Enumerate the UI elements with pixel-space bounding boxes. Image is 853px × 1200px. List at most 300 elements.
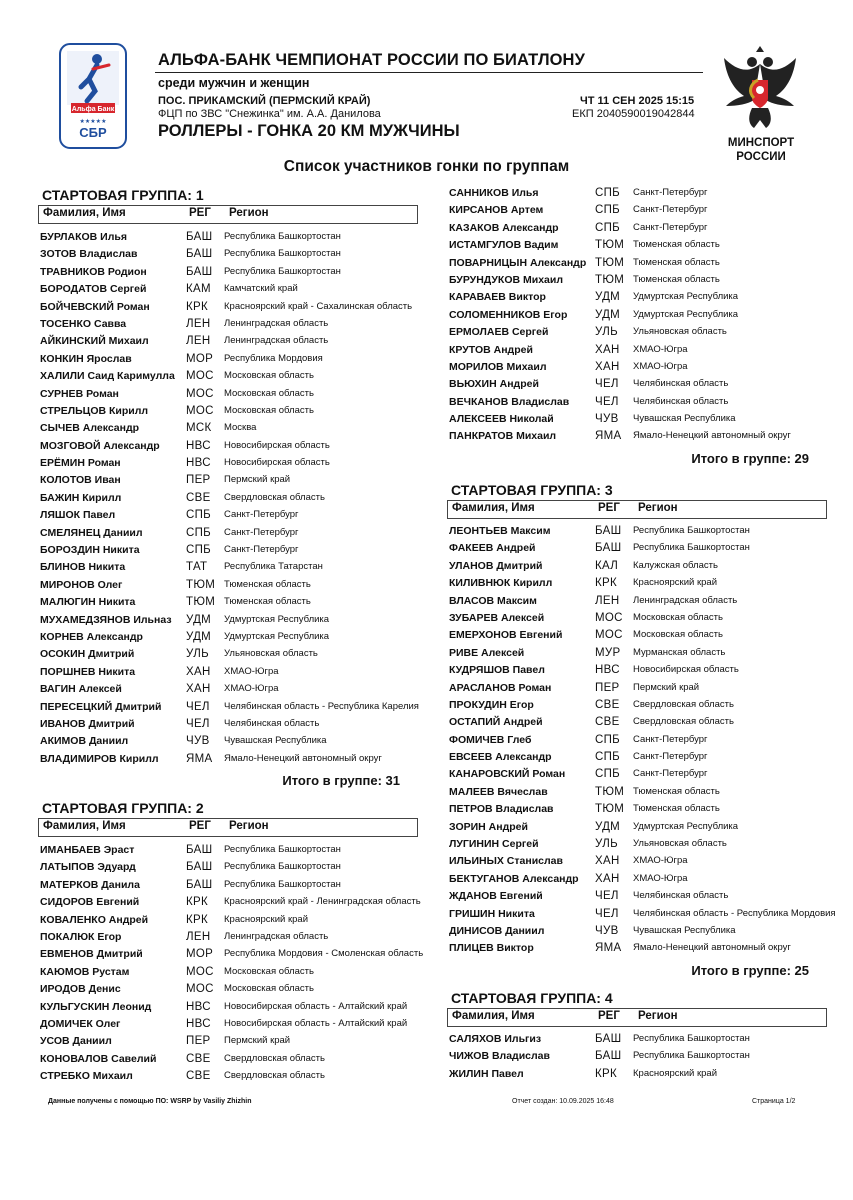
participant-region: Челябинская область [633, 395, 729, 407]
participant-row [447, 376, 827, 393]
participant-row [447, 940, 827, 957]
participant-region-code: СПБ [595, 751, 621, 764]
group-rows [38, 842, 424, 1085]
participant-row [38, 299, 418, 316]
participant-name: АЙКИНСКИЙ Михаил [40, 335, 149, 348]
participant-name: УСОВ Даниил [40, 1035, 112, 1048]
participant-region: Чувашская Республика [633, 924, 736, 936]
participant-row [38, 420, 418, 437]
participant-row [38, 612, 418, 629]
participant-region-code: МОС [186, 983, 214, 996]
participant-row [447, 428, 827, 445]
participant-region-code: МОР [186, 948, 214, 961]
participant-name: БОЙЧЕВСКИЙ Роман [40, 300, 150, 313]
participant-region: Санкт-Петербург [633, 733, 708, 745]
participant-name: ЗОРИН Андрей [449, 820, 528, 833]
participant-region-code: НВС [186, 439, 211, 452]
participant-row [447, 394, 827, 411]
participant-name: ФОМИЧЕВ Глеб [449, 733, 532, 746]
participant-region-code: БАШ [186, 844, 213, 856]
participant-region-code: БАШ [186, 231, 213, 243]
participant-row [38, 525, 418, 542]
participant-region-code: СПБ [186, 544, 212, 557]
participant-region: Новосибирская область [224, 439, 330, 451]
venue-facility: ФЦП по ЗВС "Снежинка" им. А.А. Данилова [158, 108, 381, 120]
participant-row [447, 610, 827, 627]
participant-region-code: ТЮМ [595, 256, 625, 269]
participant-name: ЕМЕРХОНОВ Евгений [449, 629, 563, 642]
group-total: Итого в группе: 29 [691, 450, 809, 466]
participant-region: Удмуртская Республика [224, 630, 330, 642]
participant-name: ВАГИН Алексей [40, 683, 122, 696]
participant-region-code: ХАН [595, 872, 620, 885]
venue: ПОС. ПРИКАМСКИЙ (ПЕРМСКИЙ КРАЙ) [158, 95, 371, 107]
participant-row [447, 575, 827, 592]
participant-name: ЧИЖОВ Владислав [449, 1050, 550, 1063]
participant-region-code: ЧЕЛ [186, 700, 210, 713]
participant-row [38, 594, 418, 611]
participant-name: БАЖИН Кирилл [40, 491, 122, 504]
participant-region-code: УДМ [186, 613, 212, 626]
participant-region: Московская область [224, 404, 314, 416]
participant-name: САЛЯХОВ Ильгиз [449, 1033, 542, 1045]
participant-region: Красноярский край [224, 913, 308, 925]
participant-row [38, 912, 418, 929]
header-divider [155, 72, 703, 73]
participant-region: Санкт-Петербург [633, 751, 708, 763]
participant-name: ГРИШИН Никита [449, 907, 535, 920]
participant-region-code: ПЕР [595, 681, 620, 694]
participant-name: КИЛИВНЮК Кирилл [449, 577, 553, 590]
participant-region-code: ХАН [186, 665, 211, 678]
participant-region-code: МУР [595, 646, 621, 659]
participant-row [38, 386, 418, 403]
participant-region: Тюменская область [633, 803, 720, 815]
start-group-2-continued [447, 185, 827, 466]
participant-name: ЛЯШОК Павел [40, 509, 116, 522]
participant-row [38, 333, 418, 350]
participant-name: КАЗАКОВ Александр [449, 221, 559, 234]
participant-row [38, 751, 418, 768]
participant-region: Чувашская Республика [224, 735, 327, 747]
participant-region: Чувашская Республика [633, 413, 736, 425]
participant-region: Мурманская область [633, 646, 726, 658]
participant-region-code: ТЮМ [595, 785, 625, 798]
championship-title: АЛЬФА-БАНК ЧЕМПИОНАТ РОССИИ ПО БИАТЛОНУ [158, 51, 585, 69]
participant-name: КРУТОВ Андрей [449, 343, 533, 356]
participant-name: КОНОВАЛОВ Савелий [40, 1052, 157, 1065]
participant-region: Свердловская область [224, 1070, 325, 1082]
participant-region-code: СПБ [595, 733, 621, 746]
participant-region: Московская область [633, 629, 723, 641]
participant-name: МИРОНОВ Олег [40, 578, 123, 591]
participant-region-code: МОР [186, 352, 214, 365]
participant-region: Московская область [633, 611, 723, 623]
participant-name: ОСТАПИЙ Андрей [449, 716, 543, 729]
participant-region: Красноярский край [633, 1067, 717, 1079]
participant-region: Красноярский край [633, 577, 717, 589]
participant-name: ТОСЕНКО Савва [40, 317, 127, 330]
participant-region: Ленинградская область [224, 317, 329, 329]
participant-name: ПАНКРАТОВ Михаил [449, 430, 557, 443]
participant-region: Ленинградская область [633, 594, 738, 606]
participant-name: ЕВСЕЕВ Александр [449, 751, 552, 764]
participant-region-code: ХАН [595, 855, 620, 868]
participant-name: АКИМОВ Даниил [40, 735, 129, 748]
participant-region-code: БАШ [595, 525, 622, 537]
participant-region-code: ЧЕЛ [595, 378, 619, 391]
participant-name: КОЛОТОВ Иван [40, 474, 121, 487]
participant-region-code: ТЮМ [595, 803, 625, 816]
participant-name: ИВАНОВ Дмитрий [40, 717, 135, 730]
participant-region-code: ЧЕЛ [186, 717, 210, 730]
participant-name: ЛАТЫПОВ Эдуард [40, 861, 136, 874]
participant-region: Санкт-Петербург [633, 768, 708, 780]
participant-region-code: КАЛ [595, 559, 619, 572]
participant-region-code: МОС [186, 404, 214, 417]
participant-row [447, 627, 827, 644]
participant-region: ХМАО-Югра [224, 665, 279, 677]
participant-row [38, 577, 418, 594]
participant-name: ЕВМЕНОВ Дмитрий [40, 948, 143, 961]
participant-region: Республика Башкортостан [224, 844, 341, 855]
participant-region-code: БАШ [595, 1050, 622, 1063]
participant-region: Пермский край [224, 1035, 291, 1047]
participant-region-code: МОС [595, 629, 623, 642]
participant-row [447, 714, 827, 731]
footer-created: Отчет создан: 10.09.2025 16:48 [512, 1098, 614, 1105]
participant-region: Республика Мордовия [224, 352, 323, 364]
participant-region: ХМАО-Югра [633, 343, 688, 355]
participant-row [38, 842, 418, 859]
participant-region-code: НВС [595, 664, 620, 677]
column-header-region: Регион [638, 502, 678, 514]
participant-region-code: ЧУВ [595, 413, 619, 426]
participant-region: Ямало-Ненецкий автономный округ [633, 942, 791, 954]
participant-region-code: БАШ [186, 861, 213, 874]
participant-region-code: БАШ [595, 1033, 622, 1045]
participant-row [447, 359, 827, 376]
group-rows [447, 523, 836, 958]
race-title: РОЛЛЕРЫ - ГОНКА 20 КМ МУЖЧИНЫ [158, 122, 460, 140]
participant-region: ХМАО-Югра [633, 872, 688, 884]
column-header-reg: РЕГ [189, 820, 211, 832]
participant-name: ФАКЕЕВ Андрей [449, 542, 536, 555]
participant-row [447, 888, 827, 905]
participant-region: Москва [224, 422, 257, 434]
participant-name: ИСТАМГУЛОВ Вадим [449, 239, 559, 252]
participant-region: Санкт-Петербург [633, 221, 708, 233]
participant-name: КОВАЛЕНКО Андрей [40, 913, 149, 926]
participant-region-code: ХАН [595, 360, 620, 373]
participant-region-code: ЯМА [595, 430, 622, 443]
participant-row [38, 368, 418, 385]
participant-name: ПЕТРОВ Владислав [449, 803, 554, 816]
column-header-reg: РЕГ [598, 502, 620, 514]
participant-row [447, 923, 827, 940]
participant-region-code: ПЕР [186, 474, 211, 487]
participant-region-code: УЛЬ [595, 326, 618, 339]
group-title: СТАРТОВАЯ ГРУППА: 1 [42, 187, 204, 203]
participant-region-code: ТЮМ [595, 239, 625, 252]
participant-row [447, 307, 827, 324]
participant-region-code: КРК [186, 896, 208, 909]
participant-name: ВЛАСОВ Максим [449, 594, 537, 607]
participant-region-code: НВС [186, 457, 211, 470]
participant-row [447, 801, 827, 818]
participant-row [447, 202, 827, 219]
group-title: СТАРТОВАЯ ГРУППА: 2 [42, 800, 204, 816]
participant-name: КОНКИН Ярослав [40, 352, 132, 365]
participant-region-code: ТЮМ [595, 273, 625, 286]
participant-row [447, 853, 827, 870]
participant-region-code: КРК [186, 300, 208, 313]
participant-region: Удмуртская Республика [224, 613, 330, 625]
column-header-name: Фамилия, Имя [452, 502, 535, 514]
participant-row [447, 732, 827, 749]
participant-name: КАНАРОВСКИЙ Роман [449, 768, 566, 781]
participant-row [38, 542, 418, 559]
participant-name: САННИКОВ Илья [449, 187, 539, 199]
participant-name: ВЕЧКАНОВ Владислав [449, 395, 570, 408]
participant-name: ИМАНБАЕВ Эраст [40, 844, 135, 856]
participant-row [38, 1051, 418, 1068]
participant-row [38, 894, 421, 911]
participant-region-code: КРК [595, 577, 617, 590]
participant-name: ЛЕОНТЬЕВ Максим [449, 525, 551, 537]
svg-text:★★★★★: ★★★★★ [79, 119, 107, 125]
footer-software: Данные получены с помощью ПО: WSRP by Vasiliy Zhizhin [48, 1098, 252, 1105]
participant-region: Республика Башкортостан [224, 248, 341, 260]
participant-name: БОРОЗДИН Никита [40, 544, 140, 557]
sbr-logo [59, 43, 127, 149]
participant-region-code: БАШ [186, 265, 213, 278]
participant-region: Новосибирская область - Алтайский край [224, 1000, 408, 1012]
participant-row [447, 255, 827, 272]
participant-region: Республика Башкортостан [224, 265, 341, 277]
participant-region: Новосибирская область [633, 664, 739, 676]
participant-region: ХМАО-Югра [633, 855, 688, 867]
participant-name: ОСОКИН Дмитрий [40, 648, 135, 661]
participant-row [38, 229, 418, 246]
participant-region-code: БАШ [595, 542, 622, 555]
participant-region-code: ТАТ [186, 561, 208, 574]
participant-region: Московская область [224, 983, 314, 995]
participant-region-code: УЛЬ [595, 838, 618, 851]
participant-row [447, 680, 827, 697]
participant-row [447, 342, 827, 359]
participant-region-code: СПБ [595, 204, 621, 217]
participant-row [447, 749, 827, 766]
participant-name: ЖИЛИН Павел [449, 1067, 524, 1080]
participant-region-code: МОС [595, 611, 623, 624]
group-rows [447, 1031, 827, 1083]
participant-region-code: УЛЬ [186, 648, 209, 661]
svg-text:СБР: СБР [79, 125, 107, 140]
participant-name: ПОВАРНИЦЫН Александр [449, 256, 587, 269]
participant-name: МАЛЮГИН Никита [40, 596, 136, 609]
participant-name: БЛИНОВ Никита [40, 561, 126, 574]
participant-region-code: НВС [186, 1000, 211, 1013]
footer-page-number: Страница 1/2 [752, 1098, 796, 1105]
participant-row [38, 316, 418, 333]
group-rows [447, 185, 827, 446]
participant-region-code: СПБ [595, 187, 621, 199]
participant-region: Тюменская область [224, 578, 311, 590]
participant-name: АЛЕКСЕЕВ Николай [449, 413, 554, 426]
participant-region-code: СВЕ [186, 1070, 211, 1083]
participant-region: Санкт-Петербург [224, 526, 299, 538]
participant-region-code: ТЮМ [186, 596, 216, 609]
participant-row [38, 472, 418, 489]
column-header-region: Регион [229, 820, 269, 832]
participant-region-code: КРК [186, 913, 208, 926]
participant-region-code: СПБ [186, 526, 212, 539]
participant-row [38, 438, 418, 455]
participant-region: Республика Башкортостан [224, 231, 341, 242]
participant-region-code: УДМ [595, 820, 621, 833]
participant-region-code: ХАН [595, 343, 620, 356]
participant-row [38, 281, 418, 298]
participant-name: ИРОДОВ Денис [40, 983, 121, 996]
participant-region: Новосибирская область [224, 457, 330, 469]
group-title: СТАРТОВАЯ ГРУППА: 4 [451, 990, 613, 1006]
participant-name: ДОМИЧЕК Олег [40, 1017, 121, 1030]
participant-row [38, 246, 418, 263]
participant-row [447, 523, 827, 540]
participant-region: ХМАО-Югра [633, 360, 688, 372]
group-title: СТАРТОВАЯ ГРУППА: 3 [451, 482, 613, 498]
participant-region-code: КАМ [186, 283, 211, 296]
participant-region: Республика Башкортостан [224, 878, 341, 890]
participant-row [38, 664, 418, 681]
participant-row [447, 237, 827, 254]
participant-region-code: ЧЕЛ [595, 395, 619, 408]
list-title: Список участников гонки по группам [283, 158, 570, 175]
participant-region-code: СВЕ [595, 716, 620, 729]
participant-region: Красноярский край - Ленинградская область [224, 896, 421, 908]
participant-row [38, 877, 418, 894]
participant-name: ТРАВНИКОВ Родион [40, 265, 147, 278]
participant-region-code: ТЮМ [186, 578, 216, 591]
participant-name: МАТЕРКОВ Данила [40, 878, 140, 891]
start-group-4 [447, 988, 827, 1083]
participant-row [38, 646, 418, 663]
participant-name: СУРНЕВ Роман [40, 387, 119, 400]
participant-row [38, 1016, 418, 1033]
participant-region: Санкт-Петербург [633, 187, 708, 198]
participant-name: ПЛИЦЕВ Виктор [449, 942, 534, 955]
participant-name: ПЕРЕСЕЦКИЙ Дмитрий [40, 700, 162, 713]
participant-region-code: ХАН [186, 683, 211, 696]
participant-name: ПОКАЛЮК Егор [40, 930, 122, 943]
participant-row [447, 220, 827, 237]
participant-region-code: УДМ [595, 291, 621, 304]
participant-name: КАЮМОВ Рустам [40, 965, 130, 978]
race-datetime: ЧТ 11 СЕН 2025 15:15 [580, 95, 695, 107]
participant-region-code: ЧУВ [595, 924, 619, 937]
start-group-1 [38, 185, 418, 788]
participant-region-code: СВЕ [186, 1052, 211, 1065]
participant-row [447, 1066, 827, 1083]
participant-region: Челябинская область [633, 378, 729, 390]
participant-region-code: ПЕР [186, 1035, 211, 1048]
start-group-3 [447, 480, 836, 978]
participant-region: Санкт-Петербург [224, 544, 299, 556]
participant-name: ЛУГИНИН Сергей [449, 838, 539, 851]
participant-region: Пермский край [224, 474, 291, 486]
column-header-region: Регион [638, 1010, 678, 1022]
column-header-name: Фамилия, Имя [43, 207, 126, 219]
group-total: Итого в группе: 25 [691, 962, 809, 978]
participant-region: Удмуртская Республика [633, 291, 739, 303]
participant-name: АРАСЛАНОВ Роман [449, 681, 552, 694]
participant-region: Республика Башкортостан [633, 1050, 750, 1062]
participant-region-code: ЛЕН [186, 930, 211, 943]
participant-row [38, 716, 418, 733]
participant-row [447, 906, 836, 923]
participant-region: Республика Башкортостан [633, 525, 750, 536]
participant-name: ЕРМОЛАЕВ Сергей [449, 326, 549, 339]
participant-region: Тюменская область [633, 273, 720, 285]
participant-region-code: ЛЕН [595, 594, 620, 607]
participant-name: ВЛАДИМИРОВ Кирилл [40, 752, 159, 765]
participant-name: ХАЛИЛИ Саид Каримулла [40, 370, 175, 383]
participant-region: Удмуртская Республика [633, 308, 739, 320]
participant-name: ПРОКУДИН Егор [449, 698, 534, 711]
participant-row [447, 593, 827, 610]
participant-region: Санкт-Петербург [633, 204, 708, 216]
participant-region-code: УДМ [186, 630, 212, 643]
participant-region: Санкт-Петербург [224, 509, 299, 521]
participant-region-code: ЛЕН [186, 317, 211, 330]
participant-region: Республика Мордовия - Смоленская область [224, 948, 424, 960]
participant-row [447, 272, 827, 289]
participant-name: БОРОДАТОВ Сергей [40, 283, 147, 296]
column-header-name: Фамилия, Имя [452, 1010, 535, 1022]
participant-row [447, 1048, 827, 1065]
column-header-reg: РЕГ [189, 207, 211, 219]
participant-row [38, 946, 424, 963]
championship-subtitle: среди мужчин и женщин [158, 76, 310, 90]
participant-region: Республика Башкортостан [633, 542, 750, 554]
participant-region: Республика Башкортостан [633, 1033, 750, 1044]
participant-region-code: ЧЕЛ [595, 890, 619, 903]
participant-name: СМЕЛЯНЕЦ Даниил [40, 526, 143, 539]
participant-region-code: УДМ [595, 308, 621, 321]
participant-row [38, 981, 418, 998]
participant-row [38, 733, 418, 750]
participant-region: Московская область [224, 387, 314, 399]
participant-region-code: ЧУВ [186, 735, 210, 748]
participant-region: Красноярский край - Сахалинская область [224, 300, 413, 312]
participant-region: Челябинская область - Республика Мордовия [633, 907, 836, 919]
participant-region-code: МСК [186, 422, 212, 435]
participant-region: Тюменская область [633, 239, 720, 251]
participant-row [447, 289, 827, 306]
participant-region: ХМАО-Югра [224, 683, 279, 695]
participant-region: Ульяновская область [224, 648, 318, 660]
participant-region-code: БАШ [186, 878, 213, 891]
participant-name: КАРАВАЕВ Виктор [449, 291, 546, 304]
participant-name: БУРЛАКОВ Илья [40, 231, 127, 243]
participant-row [38, 1033, 418, 1050]
participant-name: ИЛЬИНЫХ Станислав [449, 855, 563, 868]
participant-region: Свердловская область [633, 698, 734, 710]
participant-region-code: ЯМА [595, 942, 622, 955]
participant-row [447, 540, 827, 557]
group-header-row [447, 1008, 827, 1027]
